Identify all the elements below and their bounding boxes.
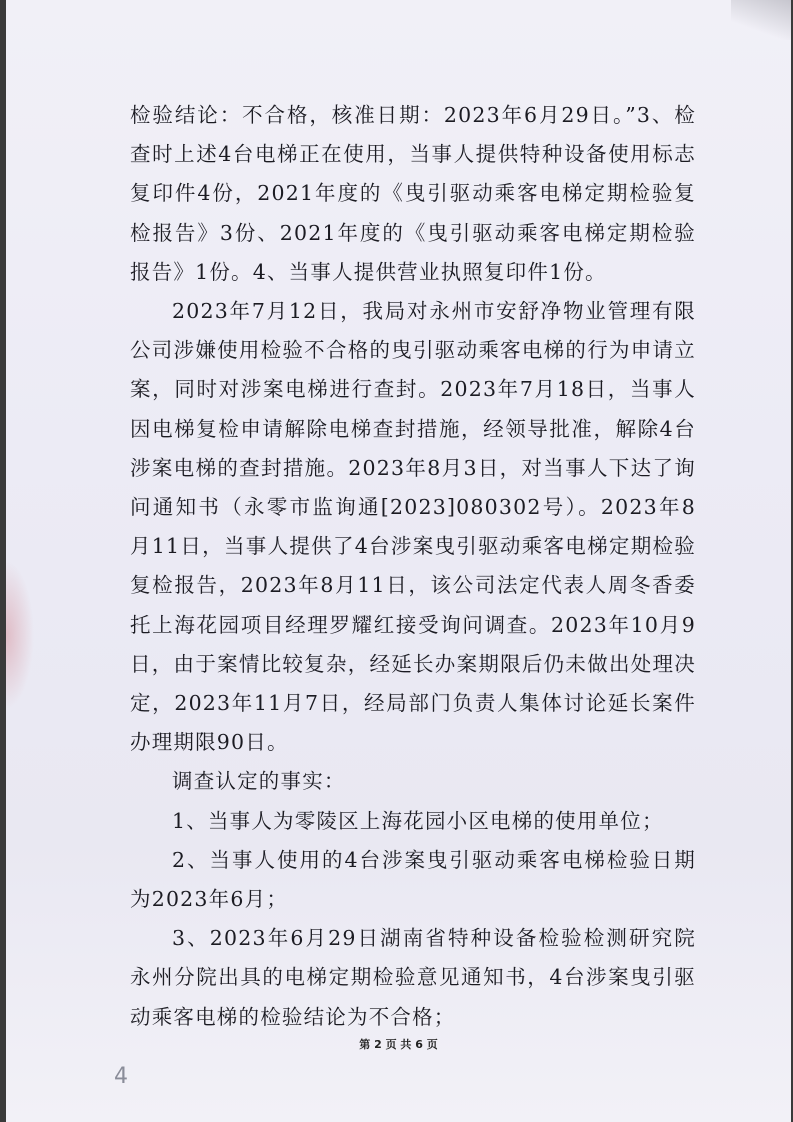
seal-stain <box>6 560 34 710</box>
body-text <box>130 96 696 1037</box>
page-corner-shadow <box>731 0 791 40</box>
document-page <box>6 0 791 1122</box>
page-number-footer: 第 2 页 共 6 页 <box>359 1038 438 1051</box>
paragraph-fact-3: 3、2023年6月29日湖南省特种设备检验检测研究院永州分院出具的电梯定期检验意见通知书，4台涉案曳引驱动乘客电梯的检验结论为不合格； <box>130 926 696 1029</box>
handwritten-page-mark: 4 <box>114 1064 128 1089</box>
paragraph-fact-1: 1、当事人为零陵区上海花园小区电梯的使用单位； <box>172 808 664 833</box>
paragraph-fact-2: 2、当事人使用的4台涉案曳引驱动乘客电梯检验日期为2023年6月； <box>130 847 696 912</box>
paragraph-facts-heading: 调查认定的事实： <box>172 769 346 794</box>
paragraph-continuation: 检验结论：不合格，核准日期：2023年6月29日。”3、检查时上述4台电梯正在使用，当事人提供特种设备使用标志复印件4份，2021年度的《曳引驱动乘客电梯定期检验复检报告》3份、2021年度的《曳引驱动乘客电梯定期检验报告》1份。4、当事人提供营业执照复印件1份。 <box>130 103 696 284</box>
paragraph-case-history: 2023年7月12日，我局对永州市安舒净物业管理有限公司涉嫌使用检验不合格的曳引驱动乘客电梯的行为申请立案，同时对涉案电梯进行查封。2023年7月18日，当事人因电梯复检申请解除电梯查封措施，经领导批准，解除4台涉案电梯的查封措施。2023年8月3日，对当事人下达了询问通知书（永零市监询通[2023]080302号）。2023年8月11日，当事人提供了4台涉案曳引驱动乘客电梯定期检验复检报告，2023年8月11日，该公司法定代表人周冬香委托上海花园项目经理罗耀红接受询问调查。2023年10月9日，由于案情比较复杂，经延长办案期限后仍未做出处理决定，2023年11月7日，经局部门负责人集体讨论延长案件办理期限90日。 <box>130 299 696 755</box>
